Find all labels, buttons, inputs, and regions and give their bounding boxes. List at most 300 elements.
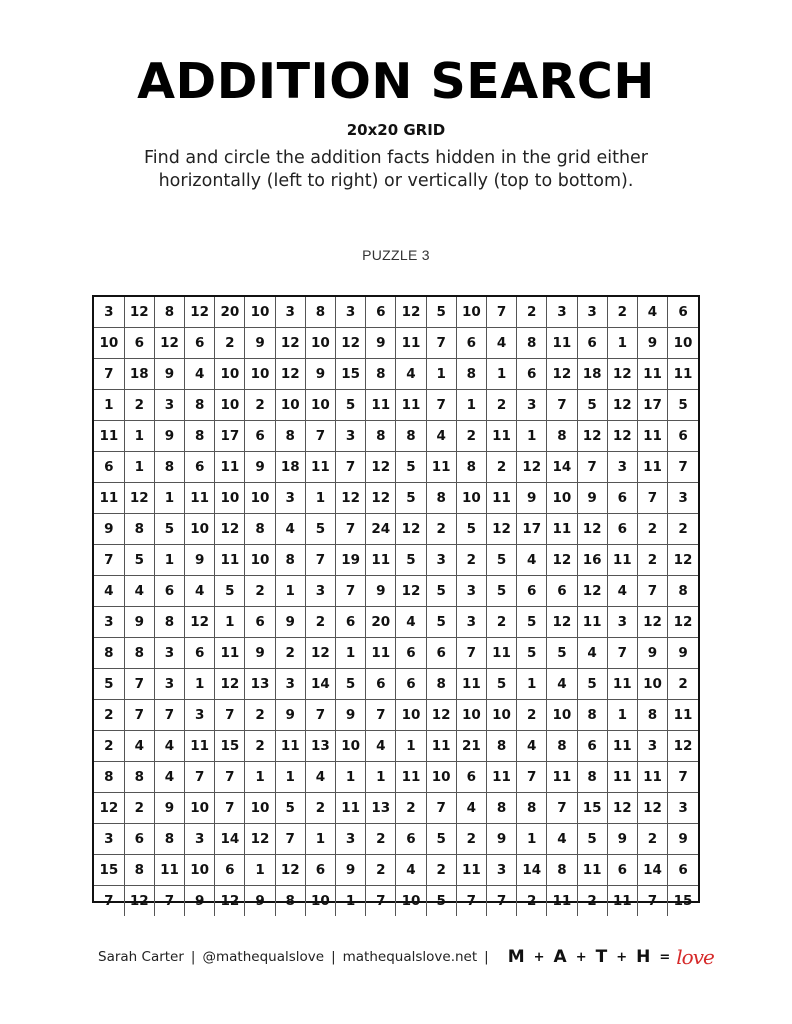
- grid-cell[interactable]: 2: [486, 390, 516, 421]
- grid-cell[interactable]: 9: [668, 824, 698, 855]
- grid-cell[interactable]: 12: [607, 421, 637, 452]
- grid-cell[interactable]: 10: [245, 793, 275, 824]
- grid-cell[interactable]: 12: [185, 297, 215, 328]
- grid-cell[interactable]: 11: [426, 731, 456, 762]
- grid-cell[interactable]: 12: [668, 545, 698, 576]
- grid-cell[interactable]: 1: [336, 762, 366, 793]
- grid-cell[interactable]: 9: [185, 545, 215, 576]
- grid-cell[interactable]: 12: [396, 297, 426, 328]
- grid-cell[interactable]: 8: [396, 421, 426, 452]
- grid-cell[interactable]: 8: [668, 576, 698, 607]
- grid-cell[interactable]: 12: [215, 514, 245, 545]
- grid-cell[interactable]: 8: [275, 421, 305, 452]
- grid-cell[interactable]: 11: [668, 700, 698, 731]
- grid-cell[interactable]: 6: [336, 607, 366, 638]
- grid-cell[interactable]: 9: [486, 824, 516, 855]
- grid-cell[interactable]: 18: [275, 452, 305, 483]
- grid-cell[interactable]: 1: [275, 576, 305, 607]
- grid-cell[interactable]: 11: [154, 855, 184, 886]
- grid-cell[interactable]: 12: [607, 359, 637, 390]
- grid-cell[interactable]: 2: [637, 545, 667, 576]
- grid-cell[interactable]: 4: [154, 762, 184, 793]
- grid-cell[interactable]: 11: [215, 545, 245, 576]
- grid-cell[interactable]: 9: [154, 421, 184, 452]
- grid-cell[interactable]: 17: [637, 390, 667, 421]
- grid-cell[interactable]: 11: [637, 421, 667, 452]
- grid-cell[interactable]: 4: [517, 545, 547, 576]
- grid-cell[interactable]: 11: [366, 545, 396, 576]
- grid-cell[interactable]: 6: [366, 669, 396, 700]
- grid-cell[interactable]: 5: [456, 514, 486, 545]
- grid-cell[interactable]: 13: [366, 793, 396, 824]
- grid-cell[interactable]: 12: [517, 452, 547, 483]
- grid-cell[interactable]: 11: [215, 452, 245, 483]
- grid-cell[interactable]: 3: [185, 824, 215, 855]
- grid-cell[interactable]: 2: [486, 452, 516, 483]
- grid-cell[interactable]: 8: [275, 886, 305, 917]
- grid-cell[interactable]: 2: [275, 638, 305, 669]
- grid-cell[interactable]: 3: [426, 545, 456, 576]
- grid-cell[interactable]: 8: [94, 638, 124, 669]
- grid-cell[interactable]: 6: [577, 328, 607, 359]
- grid-cell[interactable]: 5: [426, 886, 456, 917]
- grid-cell[interactable]: 7: [426, 793, 456, 824]
- grid-cell[interactable]: 12: [336, 483, 366, 514]
- grid-cell[interactable]: 4: [547, 669, 577, 700]
- grid-cell[interactable]: 3: [668, 793, 698, 824]
- grid-cell[interactable]: 10: [215, 359, 245, 390]
- grid-cell[interactable]: 7: [215, 700, 245, 731]
- grid-cell[interactable]: 6: [668, 855, 698, 886]
- grid-cell[interactable]: 7: [185, 762, 215, 793]
- grid-cell[interactable]: 7: [366, 700, 396, 731]
- grid-cell[interactable]: 2: [124, 793, 154, 824]
- grid-cell[interactable]: 5: [426, 824, 456, 855]
- grid-cell[interactable]: 3: [456, 576, 486, 607]
- grid-cell[interactable]: 7: [94, 359, 124, 390]
- grid-cell[interactable]: 2: [396, 793, 426, 824]
- grid-cell[interactable]: 1: [456, 390, 486, 421]
- grid-cell[interactable]: 3: [336, 421, 366, 452]
- grid-cell[interactable]: 4: [124, 576, 154, 607]
- grid-cell[interactable]: 2: [245, 700, 275, 731]
- grid-cell[interactable]: 6: [245, 421, 275, 452]
- grid-cell[interactable]: 12: [215, 669, 245, 700]
- grid-cell[interactable]: 11: [486, 483, 516, 514]
- grid-cell[interactable]: 12: [154, 328, 184, 359]
- grid-cell[interactable]: 6: [577, 731, 607, 762]
- grid-cell[interactable]: 12: [336, 328, 366, 359]
- grid-cell[interactable]: 10: [305, 886, 335, 917]
- grid-cell[interactable]: 2: [366, 824, 396, 855]
- grid-cell[interactable]: 7: [215, 793, 245, 824]
- grid-cell[interactable]: 6: [607, 855, 637, 886]
- grid-cell[interactable]: 9: [607, 824, 637, 855]
- grid-cell[interactable]: 5: [305, 514, 335, 545]
- grid-cell[interactable]: 4: [275, 514, 305, 545]
- grid-cell[interactable]: 7: [637, 886, 667, 917]
- grid-cell[interactable]: 1: [486, 359, 516, 390]
- grid-cell[interactable]: 18: [124, 359, 154, 390]
- grid-cell[interactable]: 6: [305, 855, 335, 886]
- grid-cell[interactable]: 2: [637, 824, 667, 855]
- grid-cell[interactable]: 5: [396, 483, 426, 514]
- grid-cell[interactable]: 1: [245, 762, 275, 793]
- grid-cell[interactable]: 12: [547, 607, 577, 638]
- grid-cell[interactable]: 11: [607, 669, 637, 700]
- grid-cell[interactable]: 8: [245, 514, 275, 545]
- grid-cell[interactable]: 16: [577, 545, 607, 576]
- grid-cell[interactable]: 6: [94, 452, 124, 483]
- grid-cell[interactable]: 11: [305, 452, 335, 483]
- grid-cell[interactable]: 10: [668, 328, 698, 359]
- grid-cell[interactable]: 15: [336, 359, 366, 390]
- grid-cell[interactable]: 10: [637, 669, 667, 700]
- grid-cell[interactable]: 8: [154, 607, 184, 638]
- grid-cell[interactable]: 6: [456, 328, 486, 359]
- grid-cell[interactable]: 2: [637, 514, 667, 545]
- grid-cell[interactable]: 7: [336, 452, 366, 483]
- grid-cell[interactable]: 7: [668, 452, 698, 483]
- grid-cell[interactable]: 10: [94, 328, 124, 359]
- grid-cell[interactable]: 3: [486, 855, 516, 886]
- grid-cell[interactable]: 5: [517, 638, 547, 669]
- grid-cell[interactable]: 7: [456, 638, 486, 669]
- grid-cell[interactable]: 19: [336, 545, 366, 576]
- grid-cell[interactable]: 5: [336, 669, 366, 700]
- grid-cell[interactable]: 10: [547, 700, 577, 731]
- grid-cell[interactable]: 11: [547, 762, 577, 793]
- grid-cell[interactable]: 3: [275, 483, 305, 514]
- grid-cell[interactable]: 3: [668, 483, 698, 514]
- grid-cell[interactable]: 2: [456, 824, 486, 855]
- grid-cell[interactable]: 12: [637, 607, 667, 638]
- grid-cell[interactable]: 11: [637, 359, 667, 390]
- grid-cell[interactable]: 6: [607, 483, 637, 514]
- grid-cell[interactable]: 11: [607, 545, 637, 576]
- grid-cell[interactable]: 8: [185, 390, 215, 421]
- grid-cell[interactable]: 8: [486, 731, 516, 762]
- grid-cell[interactable]: 1: [517, 421, 547, 452]
- grid-cell[interactable]: 5: [517, 607, 547, 638]
- grid-cell[interactable]: 9: [275, 700, 305, 731]
- grid-cell[interactable]: 20: [366, 607, 396, 638]
- grid-cell[interactable]: 12: [94, 793, 124, 824]
- grid-cell[interactable]: 10: [336, 731, 366, 762]
- grid-cell[interactable]: 3: [517, 390, 547, 421]
- grid-cell[interactable]: 10: [215, 390, 245, 421]
- grid-cell[interactable]: 6: [185, 452, 215, 483]
- grid-cell[interactable]: 8: [366, 359, 396, 390]
- grid-cell[interactable]: 4: [547, 824, 577, 855]
- grid-cell[interactable]: 1: [366, 762, 396, 793]
- grid-cell[interactable]: 3: [154, 638, 184, 669]
- grid-cell[interactable]: 5: [275, 793, 305, 824]
- grid-cell[interactable]: 6: [245, 607, 275, 638]
- grid-cell[interactable]: 3: [456, 607, 486, 638]
- grid-cell[interactable]: 4: [426, 421, 456, 452]
- grid-cell[interactable]: 3: [94, 297, 124, 328]
- grid-cell[interactable]: 10: [275, 390, 305, 421]
- grid-cell[interactable]: 10: [245, 297, 275, 328]
- grid-cell[interactable]: 11: [668, 359, 698, 390]
- grid-cell[interactable]: 9: [245, 638, 275, 669]
- grid-cell[interactable]: 2: [517, 886, 547, 917]
- grid-cell[interactable]: 5: [577, 390, 607, 421]
- grid-cell[interactable]: 7: [486, 297, 516, 328]
- grid-cell[interactable]: 6: [396, 824, 426, 855]
- grid-cell[interactable]: 12: [396, 576, 426, 607]
- grid-cell[interactable]: 5: [336, 390, 366, 421]
- grid-cell[interactable]: 11: [607, 762, 637, 793]
- grid-cell[interactable]: 8: [185, 421, 215, 452]
- grid-cell[interactable]: 1: [275, 762, 305, 793]
- grid-cell[interactable]: 4: [366, 731, 396, 762]
- grid-cell[interactable]: 8: [547, 731, 577, 762]
- grid-cell[interactable]: 6: [396, 638, 426, 669]
- grid-cell[interactable]: 12: [275, 328, 305, 359]
- grid-cell[interactable]: 8: [637, 700, 667, 731]
- grid-cell[interactable]: 12: [547, 359, 577, 390]
- grid-cell[interactable]: 2: [426, 855, 456, 886]
- grid-cell[interactable]: 12: [245, 824, 275, 855]
- grid-cell[interactable]: 3: [185, 700, 215, 731]
- grid-cell[interactable]: 10: [396, 886, 426, 917]
- grid-cell[interactable]: 12: [607, 390, 637, 421]
- grid-cell[interactable]: 1: [517, 669, 547, 700]
- grid-cell[interactable]: 8: [456, 452, 486, 483]
- grid-cell[interactable]: 11: [426, 452, 456, 483]
- grid-cell[interactable]: 6: [396, 669, 426, 700]
- grid-cell[interactable]: 8: [366, 421, 396, 452]
- grid-cell[interactable]: 5: [154, 514, 184, 545]
- grid-cell[interactable]: 7: [426, 390, 456, 421]
- grid-cell[interactable]: 6: [456, 762, 486, 793]
- grid-cell[interactable]: 5: [668, 390, 698, 421]
- grid-cell[interactable]: 7: [305, 545, 335, 576]
- grid-cell[interactable]: 2: [456, 421, 486, 452]
- grid-cell[interactable]: 2: [305, 607, 335, 638]
- grid-cell[interactable]: 8: [426, 483, 456, 514]
- grid-cell[interactable]: 7: [94, 545, 124, 576]
- grid-cell[interactable]: 7: [637, 483, 667, 514]
- grid-cell[interactable]: 10: [456, 297, 486, 328]
- grid-cell[interactable]: 2: [245, 576, 275, 607]
- grid-cell[interactable]: 8: [547, 855, 577, 886]
- grid-cell[interactable]: 12: [124, 483, 154, 514]
- grid-cell[interactable]: 6: [607, 514, 637, 545]
- grid-cell[interactable]: 10: [185, 855, 215, 886]
- grid-cell[interactable]: 8: [577, 762, 607, 793]
- grid-cell[interactable]: 20: [215, 297, 245, 328]
- grid-cell[interactable]: 3: [275, 669, 305, 700]
- grid-cell[interactable]: 12: [185, 607, 215, 638]
- grid-cell[interactable]: 1: [336, 638, 366, 669]
- grid-cell[interactable]: 3: [94, 607, 124, 638]
- grid-cell[interactable]: 11: [547, 514, 577, 545]
- grid-cell[interactable]: 3: [275, 297, 305, 328]
- grid-cell[interactable]: 2: [215, 328, 245, 359]
- grid-cell[interactable]: 11: [275, 731, 305, 762]
- grid-cell[interactable]: 9: [305, 359, 335, 390]
- grid-cell[interactable]: 8: [124, 638, 154, 669]
- grid-cell[interactable]: 14: [305, 669, 335, 700]
- grid-cell[interactable]: 21: [456, 731, 486, 762]
- grid-cell[interactable]: 4: [486, 328, 516, 359]
- grid-cell[interactable]: 1: [336, 886, 366, 917]
- grid-cell[interactable]: 2: [305, 793, 335, 824]
- grid-cell[interactable]: 7: [517, 762, 547, 793]
- grid-cell[interactable]: 10: [245, 545, 275, 576]
- grid-cell[interactable]: 9: [668, 638, 698, 669]
- grid-cell[interactable]: 11: [94, 421, 124, 452]
- grid-cell[interactable]: 11: [185, 731, 215, 762]
- grid-cell[interactable]: 12: [396, 514, 426, 545]
- grid-cell[interactable]: 1: [245, 855, 275, 886]
- grid-cell[interactable]: 8: [305, 297, 335, 328]
- grid-cell[interactable]: 8: [517, 793, 547, 824]
- grid-cell[interactable]: 5: [577, 669, 607, 700]
- grid-cell[interactable]: 6: [668, 297, 698, 328]
- grid-cell[interactable]: 4: [185, 576, 215, 607]
- grid-cell[interactable]: 9: [366, 576, 396, 607]
- grid-cell[interactable]: 13: [245, 669, 275, 700]
- grid-cell[interactable]: 7: [456, 886, 486, 917]
- grid-cell[interactable]: 7: [305, 700, 335, 731]
- grid-cell[interactable]: 5: [486, 669, 516, 700]
- grid-cell[interactable]: 6: [185, 638, 215, 669]
- grid-cell[interactable]: 7: [426, 328, 456, 359]
- grid-cell[interactable]: 4: [154, 731, 184, 762]
- grid-cell[interactable]: 14: [215, 824, 245, 855]
- grid-cell[interactable]: 11: [396, 390, 426, 421]
- grid-cell[interactable]: 7: [215, 762, 245, 793]
- grid-cell[interactable]: 8: [275, 545, 305, 576]
- grid-cell[interactable]: 7: [305, 421, 335, 452]
- grid-cell[interactable]: 3: [637, 731, 667, 762]
- grid-cell[interactable]: 2: [245, 731, 275, 762]
- grid-cell[interactable]: 6: [426, 638, 456, 669]
- grid-cell[interactable]: 2: [668, 514, 698, 545]
- grid-cell[interactable]: 11: [637, 762, 667, 793]
- grid-cell[interactable]: 10: [396, 700, 426, 731]
- grid-cell[interactable]: 11: [366, 390, 396, 421]
- grid-cell[interactable]: 4: [94, 576, 124, 607]
- grid-cell[interactable]: 10: [185, 793, 215, 824]
- grid-cell[interactable]: 11: [607, 886, 637, 917]
- grid-cell[interactable]: 11: [456, 669, 486, 700]
- grid-cell[interactable]: 3: [577, 297, 607, 328]
- grid-cell[interactable]: 9: [154, 793, 184, 824]
- grid-cell[interactable]: 3: [336, 824, 366, 855]
- grid-cell[interactable]: 8: [577, 700, 607, 731]
- grid-cell[interactable]: 17: [215, 421, 245, 452]
- grid-cell[interactable]: 11: [486, 421, 516, 452]
- grid-cell[interactable]: 1: [154, 483, 184, 514]
- grid-cell[interactable]: 9: [124, 607, 154, 638]
- grid-cell[interactable]: 8: [154, 297, 184, 328]
- grid-cell[interactable]: 7: [154, 700, 184, 731]
- grid-cell[interactable]: 4: [305, 762, 335, 793]
- grid-cell[interactable]: 2: [124, 390, 154, 421]
- grid-cell[interactable]: 11: [577, 855, 607, 886]
- grid-cell[interactable]: 4: [456, 793, 486, 824]
- grid-cell[interactable]: 3: [305, 576, 335, 607]
- grid-cell[interactable]: 6: [154, 576, 184, 607]
- grid-cell[interactable]: 8: [124, 514, 154, 545]
- grid-cell[interactable]: 18: [577, 359, 607, 390]
- grid-cell[interactable]: 4: [607, 576, 637, 607]
- grid-cell[interactable]: 5: [124, 545, 154, 576]
- grid-cell[interactable]: 8: [124, 855, 154, 886]
- grid-cell[interactable]: 12: [668, 607, 698, 638]
- grid-cell[interactable]: 12: [668, 731, 698, 762]
- grid-cell[interactable]: 5: [94, 669, 124, 700]
- grid-cell[interactable]: 10: [305, 390, 335, 421]
- grid-cell[interactable]: 5: [577, 824, 607, 855]
- grid-cell[interactable]: 5: [215, 576, 245, 607]
- grid-cell[interactable]: 15: [577, 793, 607, 824]
- grid-cell[interactable]: 11: [547, 886, 577, 917]
- grid-cell[interactable]: 10: [245, 483, 275, 514]
- grid-cell[interactable]: 1: [94, 390, 124, 421]
- grid-cell[interactable]: 8: [456, 359, 486, 390]
- grid-cell[interactable]: 10: [547, 483, 577, 514]
- grid-cell[interactable]: 6: [517, 576, 547, 607]
- grid-cell[interactable]: 6: [547, 576, 577, 607]
- grid-cell[interactable]: 4: [396, 359, 426, 390]
- grid-cell[interactable]: 3: [94, 824, 124, 855]
- grid-cell[interactable]: 15: [94, 855, 124, 886]
- grid-cell[interactable]: 2: [486, 607, 516, 638]
- grid-cell[interactable]: 11: [185, 483, 215, 514]
- grid-cell[interactable]: 7: [154, 886, 184, 917]
- grid-cell[interactable]: 9: [185, 886, 215, 917]
- grid-cell[interactable]: 7: [366, 886, 396, 917]
- grid-cell[interactable]: 4: [396, 607, 426, 638]
- grid-cell[interactable]: 8: [426, 669, 456, 700]
- grid-cell[interactable]: 12: [607, 793, 637, 824]
- grid-cell[interactable]: 15: [668, 886, 698, 917]
- grid-cell[interactable]: 12: [124, 886, 154, 917]
- grid-cell[interactable]: 2: [607, 297, 637, 328]
- grid-cell[interactable]: 1: [607, 328, 637, 359]
- grid-cell[interactable]: 11: [215, 638, 245, 669]
- grid-cell[interactable]: 11: [577, 607, 607, 638]
- grid-cell[interactable]: 12: [124, 297, 154, 328]
- grid-cell[interactable]: 2: [517, 700, 547, 731]
- grid-cell[interactable]: 11: [94, 483, 124, 514]
- grid-cell[interactable]: 8: [94, 762, 124, 793]
- grid-cell[interactable]: 12: [577, 576, 607, 607]
- grid-cell[interactable]: 2: [366, 855, 396, 886]
- grid-cell[interactable]: 14: [637, 855, 667, 886]
- grid-cell[interactable]: 3: [547, 297, 577, 328]
- grid-cell[interactable]: 15: [215, 731, 245, 762]
- grid-cell[interactable]: 11: [486, 762, 516, 793]
- grid-cell[interactable]: 1: [185, 669, 215, 700]
- grid-cell[interactable]: 3: [154, 390, 184, 421]
- grid-cell[interactable]: 7: [124, 700, 154, 731]
- grid-cell[interactable]: 6: [668, 421, 698, 452]
- grid-cell[interactable]: 5: [426, 576, 456, 607]
- grid-cell[interactable]: 4: [396, 855, 426, 886]
- grid-cell[interactable]: 5: [486, 545, 516, 576]
- grid-cell[interactable]: 9: [637, 638, 667, 669]
- grid-cell[interactable]: 3: [607, 607, 637, 638]
- grid-cell[interactable]: 9: [275, 607, 305, 638]
- grid-cell[interactable]: 10: [185, 514, 215, 545]
